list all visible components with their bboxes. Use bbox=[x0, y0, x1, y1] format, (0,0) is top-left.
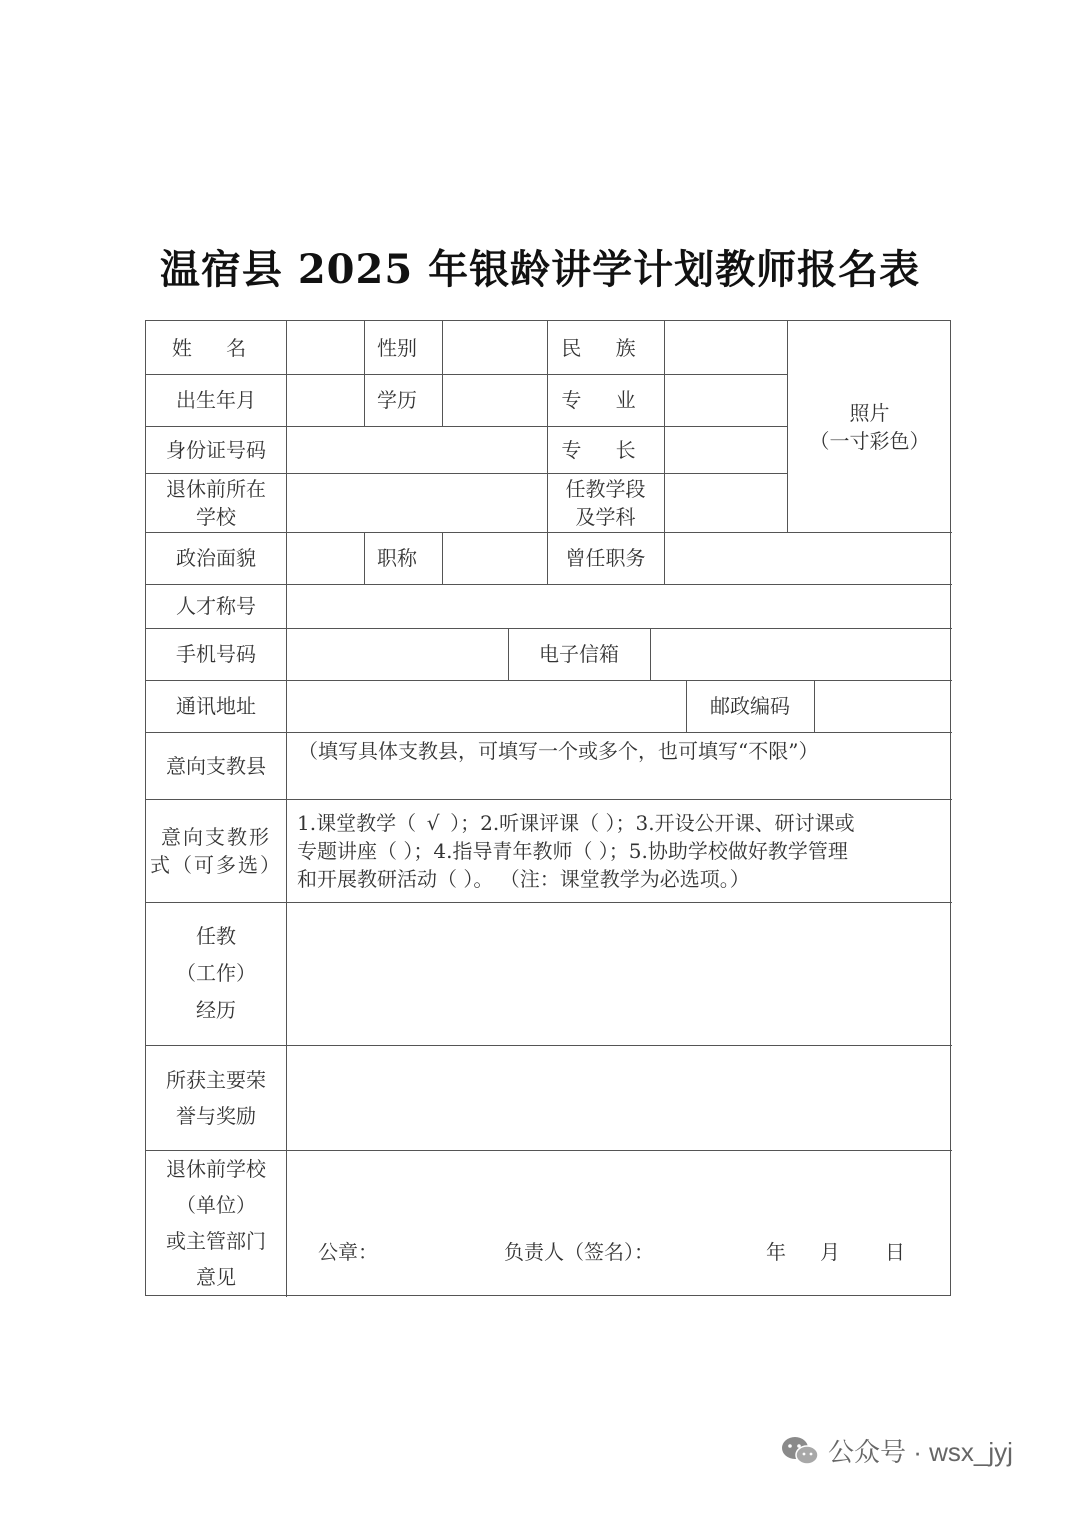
options-line1-rest: ）；2.听课评课（ ）；3.开设公开课、研讨课或 bbox=[450, 811, 855, 835]
label-teaching-line1: 任教学段 bbox=[565, 476, 646, 501]
label-teaching-form bbox=[146, 799, 286, 902]
label-county: 意向支教县 bbox=[166, 753, 266, 778]
gender-input[interactable] bbox=[443, 321, 547, 374]
talent-title-input[interactable] bbox=[287, 584, 952, 628]
political-input[interactable] bbox=[287, 532, 364, 584]
label-opinion-line1: 退休前学校 bbox=[166, 1157, 266, 1181]
options-line3: 和开展教研活动（ ）。 （注：课堂教学为必选项。） bbox=[297, 867, 750, 891]
day-label: 日 bbox=[885, 1240, 905, 1264]
photo-box[interactable] bbox=[787, 321, 952, 532]
honors-input[interactable] bbox=[287, 1045, 952, 1150]
id-number-input[interactable] bbox=[287, 426, 547, 473]
label-opinion bbox=[146, 1150, 286, 1296]
option-classroom-checkmark[interactable]: √ bbox=[426, 811, 440, 835]
label-experience-line3: 经历 bbox=[196, 998, 236, 1022]
month-label: 月 bbox=[820, 1240, 840, 1264]
prev-school-input[interactable] bbox=[287, 473, 547, 532]
professional-title-input[interactable] bbox=[443, 532, 547, 584]
label-education: 学历 bbox=[377, 388, 417, 412]
label-teaching-form-line2: 式（可多选） bbox=[150, 852, 282, 877]
postcode-input[interactable] bbox=[815, 680, 952, 732]
label-gender: 性别 bbox=[377, 335, 417, 360]
label-phone: 手机号码 bbox=[176, 642, 256, 666]
label-experience-line2: （工作） bbox=[176, 961, 256, 985]
opinion-input[interactable] bbox=[287, 1150, 952, 1296]
label-id-number: 身份证号码 bbox=[166, 437, 266, 462]
county-input[interactable] bbox=[287, 770, 952, 799]
teaching-subject-input[interactable] bbox=[665, 473, 787, 532]
former-duty-input[interactable] bbox=[665, 532, 952, 584]
label-honors-line2: 誉与奖励 bbox=[176, 1103, 256, 1128]
label-ethnicity: 民 族 bbox=[561, 335, 650, 360]
wechat-icon bbox=[780, 1435, 820, 1467]
seal-label: 公章： bbox=[318, 1240, 378, 1264]
ethnicity-input[interactable] bbox=[665, 321, 787, 374]
registration-form bbox=[145, 320, 951, 1296]
label-prev-school bbox=[146, 473, 286, 532]
label-birth: 出生年月 bbox=[176, 388, 256, 412]
label-opinion-line2: （单位） bbox=[176, 1193, 256, 1217]
label-honors-line1: 所获主要荣 bbox=[166, 1067, 266, 1092]
form-title: 温宿县 2025 年银龄讲学计划教师报名表 bbox=[159, 246, 921, 293]
experience-input[interactable] bbox=[287, 902, 952, 1045]
label-opinion-line4: 意见 bbox=[196, 1265, 236, 1289]
options-line2: 专题讲座（ ）；4.指导青年教师（ ）；5.协助学校做好教学管理 bbox=[297, 839, 848, 863]
wechat-watermark bbox=[780, 1432, 1013, 1469]
label-political: 政治面貌 bbox=[176, 546, 256, 570]
label-honors bbox=[146, 1045, 286, 1150]
phone-input[interactable] bbox=[287, 628, 508, 680]
label-teaching-subject bbox=[547, 473, 664, 532]
label-email: 电子信箱 bbox=[539, 642, 619, 666]
label-teaching-line2: 及学科 bbox=[575, 504, 636, 529]
watermark-text: 公众号 · wsx_jyj bbox=[828, 1437, 1013, 1467]
address-input[interactable] bbox=[287, 680, 686, 732]
label-former-duty: 曾任职务 bbox=[565, 546, 646, 570]
teaching-form-options bbox=[297, 809, 947, 893]
label-opinion-line3: 或主管部门 bbox=[166, 1229, 266, 1253]
label-major: 专 业 bbox=[561, 388, 650, 412]
label-postcode: 邮政编码 bbox=[710, 694, 790, 718]
name-input[interactable] bbox=[287, 321, 364, 374]
county-hint: （填写具体支教县，可填写一个或多个，也可填写“不限”） bbox=[298, 739, 819, 763]
label-specialty: 专 长 bbox=[561, 437, 650, 462]
education-input[interactable] bbox=[443, 374, 547, 426]
major-input[interactable] bbox=[665, 374, 787, 426]
signer-label: 负责人（签名）： bbox=[504, 1240, 654, 1264]
year-label: 年 bbox=[766, 1240, 786, 1264]
label-teaching-form-line1: 意向支教形 bbox=[161, 824, 271, 849]
label-experience-line1: 任教 bbox=[196, 924, 236, 948]
label-talent-title: 人才称号 bbox=[176, 594, 256, 618]
photo-label: 照片 bbox=[849, 400, 890, 425]
specialty-input[interactable] bbox=[665, 426, 787, 473]
label-experience bbox=[146, 902, 286, 1045]
option-classroom-teaching: 1.课堂教学（ bbox=[297, 811, 417, 835]
label-prev-school-line1: 退休前所在 bbox=[166, 476, 266, 501]
label-prev-school-line2: 学校 bbox=[196, 504, 236, 529]
email-input[interactable] bbox=[651, 628, 952, 680]
label-professional-title: 职称 bbox=[377, 546, 417, 570]
photo-note: （一寸彩色） bbox=[809, 428, 930, 453]
birth-input[interactable] bbox=[287, 374, 364, 426]
label-name: 姓 名 bbox=[171, 335, 261, 360]
label-address: 通讯地址 bbox=[176, 694, 256, 718]
